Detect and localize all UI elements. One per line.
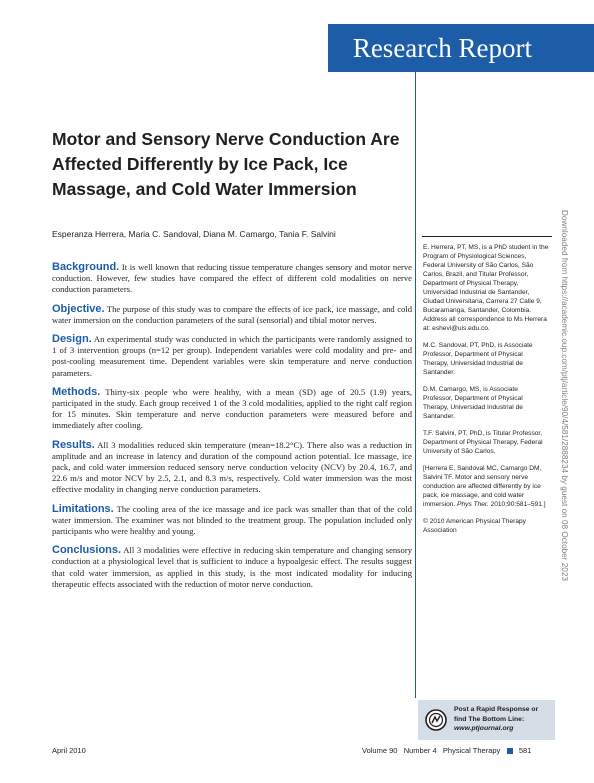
section-text: Thirty-six people who were healthy, with a mean (SD) age of 20.5 (1.9) years, participated in the study. Each group received 1 of the 3 cold modalities, applied to the right calf region for 15 minutes. Skin temperature and nerve conduction parameters were measured before and immediately after cooling. (52, 386, 412, 431)
footer-volume: Volume 90 (362, 746, 398, 755)
section-heading: Objective. (52, 302, 105, 315)
promo-url-link[interactable] (454, 724, 554, 734)
footer-info (362, 746, 531, 755)
abstract-results (52, 440, 412, 496)
section-text: All 3 modalities were effective in reducing skin temperature and changing sensory conduction at a physiological level that is sufficient to induce a hypoalgesic effect. The results suggest that cold water immersion, as applied in this study, is the most indicated modality for inducing therapeutic effects associated with the reduction of motor nerve conduction. (52, 545, 412, 589)
abstract-methods (52, 387, 412, 432)
abstract (52, 262, 412, 598)
citation-volume: 2010;90:581–591.] (488, 501, 546, 508)
affiliation-sandoval: M.C. Sandoval, PT, PhD, is Associate Professor, Department of Physical Therapy, Universidad Industrial de Santander. (423, 342, 533, 376)
citation-journal: Phys Ther. (457, 501, 489, 508)
section-heading: Results. (52, 438, 95, 451)
citation-text: [Herrera E, Sandoval MC, Camargo DM, Salvini TF. Motor and sensory nerve conduction are affected differently by ice pack, ice massage, and cold water immersion. (423, 465, 542, 508)
abstract-design (52, 334, 412, 379)
section-heading: Methods. (52, 385, 101, 398)
section-text: All 3 modalities reduced skin temperature (mean=18.2°C). There also was a reduction in amplitude and an increase in latency and duration of the compound action potential. Ice massage, ice pack, and cold water immersion reduced sensory nerve conduction velocity (NCV) by 20.4, 16.7, and 22.6 m/s and motor NCV by 2.5, 2.1, and 8.3 m/s, respectively. Cold water immersion was the most effective modality in changing nerve conduction parameters. (52, 439, 412, 495)
download-watermark (560, 210, 580, 680)
promo-url[interactable]: www.ptjournal.org (454, 725, 514, 732)
abstract-objective (52, 304, 412, 326)
rapid-response-box[interactable] (418, 700, 555, 740)
promo-line-2: find The Bottom Line: (454, 715, 525, 723)
copyright: © 2010 American Physical Therapy Association (423, 518, 526, 534)
author-affiliations (423, 243, 549, 543)
promo-text (454, 705, 554, 734)
ptjournal-logo-icon (425, 709, 447, 731)
column-divider (415, 72, 416, 698)
affiliation-herrera: E. Herrera, PT, MS, is a PhD student in the Program of Physiological Sciences, Federal University of São Carlos, São Carlos, Brazil, and Titular Professor, Department of Physical Therapy, Universidad Industrial de Santander, Ciudad Universitaria, Carrera 27 Calle 9, Bucaramanga, Santander, Colombia. Address all correspondence to Ms Herrera at: eshevi@uis.edu.co. (423, 244, 549, 332)
affiliation-camargo: D.M. Camargo, MS, is Associate Professor, Department of Physical Therapy, Universidad Industrial de Santander. (423, 386, 523, 420)
abstract-conclusions (52, 545, 412, 590)
footer-journal: Physical Therapy (442, 746, 501, 755)
research-report-banner (328, 24, 594, 72)
footer-date: April 2010 (52, 746, 86, 755)
author-list: Esperanza Herrera, Maria C. Sandoval, Diana M. Camargo, Tania F. Salvini (52, 229, 336, 239)
citation (423, 464, 549, 509)
section-heading: Design. (52, 333, 92, 346)
download-note: Downloaded from https://academic.oup.com/ptj/article/90/4/581/2888234 by guest on 08 October 2023 (560, 210, 569, 581)
section-text: It is well known that reducing tissue temperature changes sensory and motor nerve conduction. However, few studies have compared the effect of different cold modalities on nerve conduction parameters. (52, 262, 412, 295)
section-text: An experimental study was conducted in which the participants were randomly assigned to 1 of 3 intervention groups (n=12 per group). Independent variables were cold modality and pre- and post-cooling measurement time. Dependent variables were skin temperature and nerve conduction parameters. (52, 334, 412, 378)
sidebar-rule (422, 236, 552, 237)
section-text: The purpose of this study was to compare the effects of ice pack, ice massage, and cold water immersion on the conduction parameters of the sural (sensorial) and tibial motor nerves. (52, 303, 412, 325)
affiliation-salvini: T.F. Salvini, PT, PhD, is Titular Professor, Department of Physical Therapy, Federal University of São Carlos. (423, 430, 543, 455)
footer-page: 581 (518, 746, 532, 755)
footer-number: Number 4 (403, 746, 437, 755)
promo-line-1: Post a Rapid Response or (454, 706, 539, 713)
section-heading: Background. (52, 261, 120, 273)
abstract-background (52, 262, 412, 296)
abstract-limitations (52, 504, 412, 538)
article-title: Motor and Sensory Nerve Conduction Are Affected Differently by Ice Pack, Ice Massage, and Cold Water Immersion (52, 129, 400, 199)
section-heading: Limitations. (52, 502, 114, 515)
section-text: The cooling area of the ice massage and ice pack was smaller than that of the cold water immersion. The examiner was not blinded to the treatment group. The population included only participants who were healthy and young. (52, 503, 413, 537)
footer-square-icon (507, 748, 513, 754)
banner-label: Research Report (352, 33, 532, 63)
section-heading: Conclusions. (52, 544, 122, 557)
